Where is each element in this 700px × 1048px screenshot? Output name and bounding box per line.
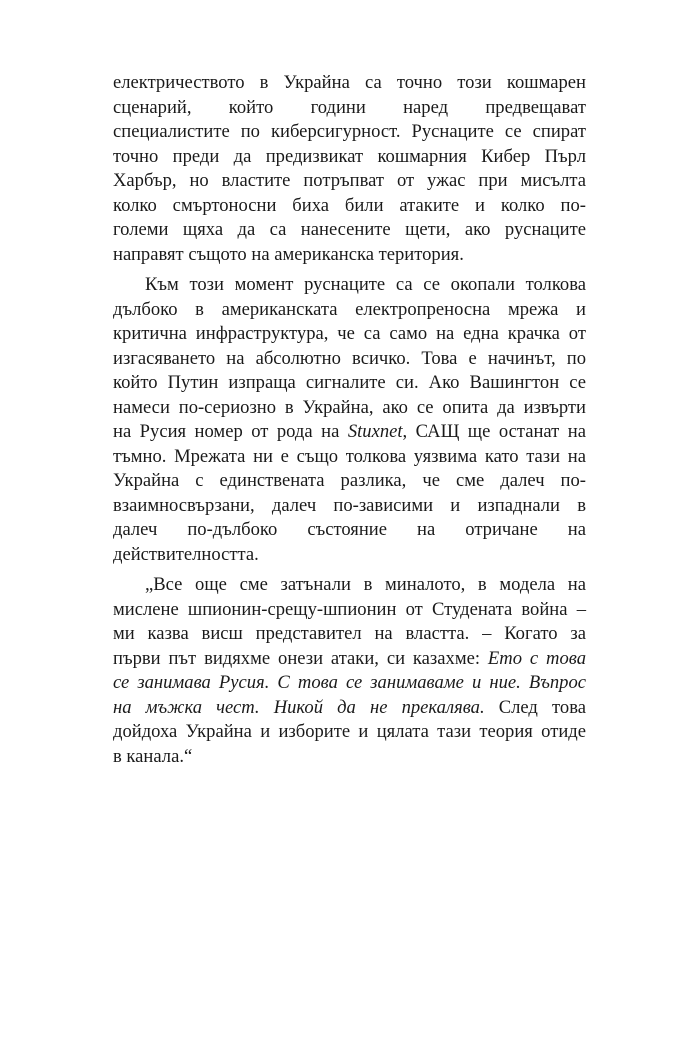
text-line	[113, 518, 586, 543]
text-line	[113, 194, 586, 219]
body-text	[113, 71, 586, 769]
text-run: дойдоха Украйна и изборите и цялата тази теория отиде	[113, 721, 586, 742]
text-line	[113, 71, 586, 96]
text-run: колко смъртоносни биха били атаките и колко по-	[113, 194, 586, 216]
text-run: тъмно. Мрежата ни е също толкова уязвима като тази на	[113, 445, 586, 467]
text-run: действителността.	[113, 543, 259, 565]
text-run: големи щяха да са нанесените щети, ако руснаците	[113, 219, 586, 240]
text-line	[113, 543, 586, 568]
text-line	[113, 745, 586, 770]
text-run: намеси по-сериозно в Украйна, ако се опита да извърти	[113, 396, 586, 418]
paragraph	[113, 573, 586, 769]
text-run: който Путин изпраща сигналите си. Ако Вашингтон се	[113, 372, 586, 393]
text-line	[113, 445, 586, 470]
text-line	[113, 494, 586, 519]
text-line	[113, 96, 586, 121]
text-run: критична инфраструктура, че са само на една крачка от	[113, 323, 586, 344]
text-run: направят същото на американска територия.	[113, 243, 464, 265]
text-run: специалистите по киберсигурност. Руснаците се спират	[113, 121, 586, 142]
text-line	[113, 573, 586, 598]
text-run: „Все още сме затънали в миналото, в модела на	[145, 574, 586, 595]
text-line	[113, 720, 586, 745]
text-line	[113, 696, 586, 721]
text-run: Харбър, но властите потръпват от ужас при мисълта	[113, 170, 586, 191]
text-run: в канала.“	[113, 745, 193, 767]
text-run: взаимносвързани, далеч по-зависими и изпаднали в	[113, 494, 586, 516]
text-run: , САЩ ще останат на	[402, 421, 586, 442]
italic-text: Ето с това	[487, 647, 586, 669]
text-run: изгасяването на абсолютно всичко. Това е начинът, по	[113, 347, 586, 369]
text-line	[113, 218, 586, 243]
text-run: първи път видяхме онези атаки, си казахме:	[113, 647, 488, 669]
text-line	[113, 243, 586, 268]
text-run: ми казва висш представител на властта. – Когато за	[113, 623, 586, 644]
text-line	[113, 322, 586, 347]
paragraph	[113, 273, 586, 567]
text-line	[113, 273, 586, 298]
text-line	[113, 169, 586, 194]
text-line	[113, 120, 586, 145]
italic-text: на мъжка чест. Никой да не прекалява.	[113, 696, 485, 718]
text-line	[113, 622, 586, 647]
text-run: сценарий, който години наред предвещават	[113, 96, 586, 118]
text-line	[113, 671, 586, 696]
text-line	[113, 647, 586, 672]
text-line	[113, 396, 586, 421]
text-run: Украйна с единствената разлика, че сме далеч по-	[113, 470, 586, 491]
text-line	[113, 347, 586, 372]
text-line	[113, 298, 586, 323]
text-run: точно преди да предизвикат кошмарния Кибер Пърл	[113, 145, 586, 167]
text-run: Към този момент руснаците са се окопали толкова	[145, 274, 586, 295]
text-run: дълбоко в американската електропреносна мрежа и	[113, 298, 586, 320]
text-run: на Русия номер от рода на	[113, 421, 348, 442]
text-run: След това	[484, 696, 586, 718]
italic-text: Stuxnet	[347, 421, 403, 442]
text-line	[113, 371, 586, 396]
paragraph	[113, 71, 586, 267]
text-line	[113, 469, 586, 494]
italic-text: се занимава Русия. С това се занимаваме и ние. Въпрос	[113, 672, 586, 693]
text-line	[113, 145, 586, 170]
text-line	[113, 598, 586, 623]
text-line	[113, 420, 586, 445]
text-run: електричеството в Украйна са точно този кошмарен	[113, 72, 586, 93]
text-run: мислене шпионин-срещу-шпионин от Студената война –	[113, 598, 586, 620]
text-run: далеч по-дълбоко състояние на отричане на	[113, 519, 586, 540]
